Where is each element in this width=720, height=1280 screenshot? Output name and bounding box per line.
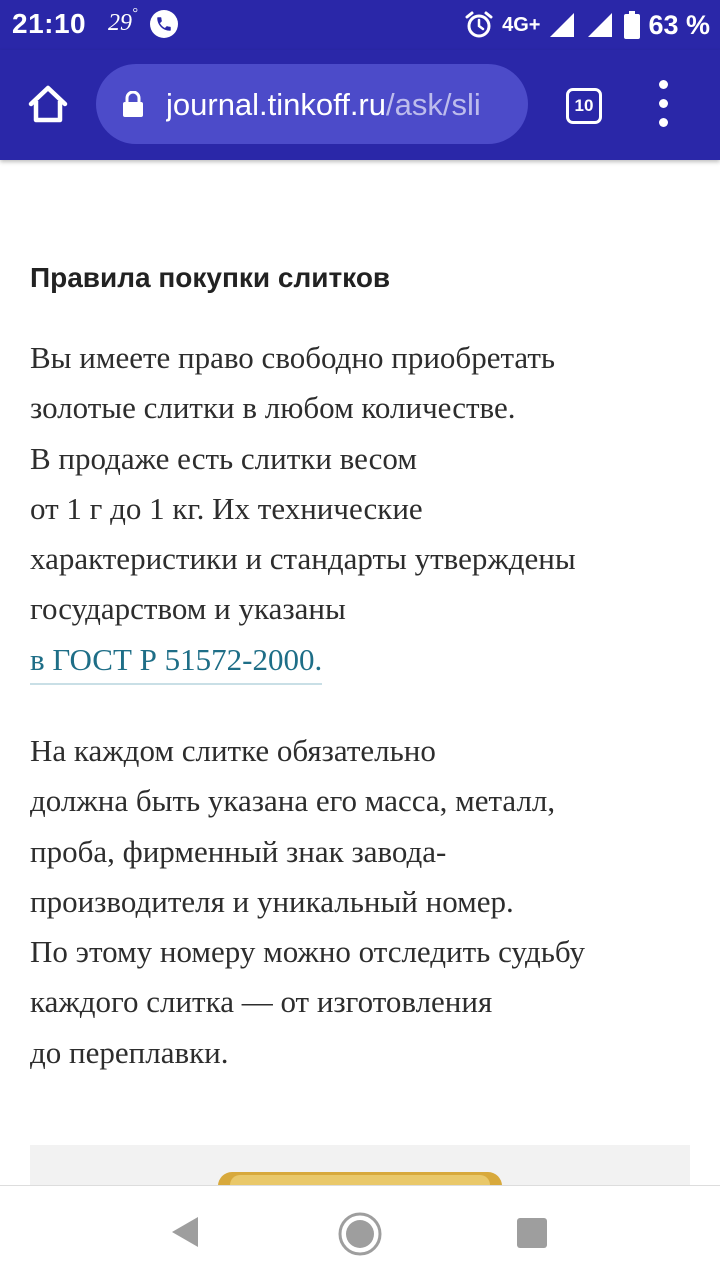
home-icon[interactable]	[26, 82, 70, 126]
status-temperature-unit: °	[132, 6, 138, 21]
system-nav-bar	[0, 1185, 720, 1280]
tabs-icon[interactable]	[566, 88, 602, 124]
url-path: /ask/sli	[386, 87, 481, 122]
text-line: По этому номеру можно отследить судьбу	[30, 934, 585, 970]
alarm-icon	[464, 10, 494, 40]
tab-count: 10	[574, 96, 594, 115]
text-line: На каждом слитке обязательно	[30, 733, 436, 768]
status-temperature	[108, 6, 138, 37]
gold-bar-highlight	[230, 1175, 490, 1185]
text-line: Вы имеете право свободно приобретать	[30, 340, 556, 375]
recents-icon[interactable]	[516, 1217, 548, 1249]
gost-link[interactable]: в ГОСТ Р 51572-2000.	[30, 642, 322, 685]
home-circle-icon[interactable]	[337, 1211, 383, 1257]
status-temperature-value: 29	[108, 10, 132, 36]
text-line: золотые слитки в любом количестве.	[30, 390, 516, 426]
status-right-group	[464, 8, 710, 42]
text-line: до переплавки.	[30, 1034, 229, 1070]
lock-icon	[122, 91, 144, 117]
signal-icon	[586, 11, 616, 39]
status-time: 21:10	[12, 8, 87, 39]
url-domain: journal.tinkoff.ru	[166, 87, 386, 122]
text-line: от 1 г до 1 кг. Их технические	[30, 490, 423, 526]
browser-toolbar	[0, 50, 720, 160]
text-line: должна быть указана его масса, металл,	[30, 783, 556, 819]
text-line: характеристики и стандарты утверждены	[30, 541, 576, 577]
phone-call-icon	[150, 10, 178, 38]
article-image	[30, 1145, 690, 1185]
network-type: 4G+	[502, 13, 541, 36]
article-heading: Правила покупки слитков	[30, 262, 391, 293]
battery-icon	[624, 11, 640, 39]
status-bar	[0, 0, 720, 50]
text-line: проба, фирменный знак завода-	[30, 833, 447, 869]
battery-percent: 63 %	[648, 9, 710, 40]
article-paragraph	[30, 333, 576, 685]
url-text	[166, 85, 512, 125]
signal-icon	[548, 11, 578, 39]
article-content[interactable]	[0, 160, 720, 1185]
article-paragraph	[30, 726, 585, 1078]
more-menu-icon[interactable]	[650, 80, 678, 128]
text-line: производителя и уникальный номер.	[30, 883, 514, 919]
text-line: каждого слитка — от изготовления	[30, 984, 493, 1020]
text-line: государством и указаны	[30, 591, 346, 627]
address-bar[interactable]	[96, 64, 528, 144]
back-icon[interactable]	[168, 1214, 204, 1250]
text-line: В продаже есть слитки весом	[30, 440, 417, 476]
